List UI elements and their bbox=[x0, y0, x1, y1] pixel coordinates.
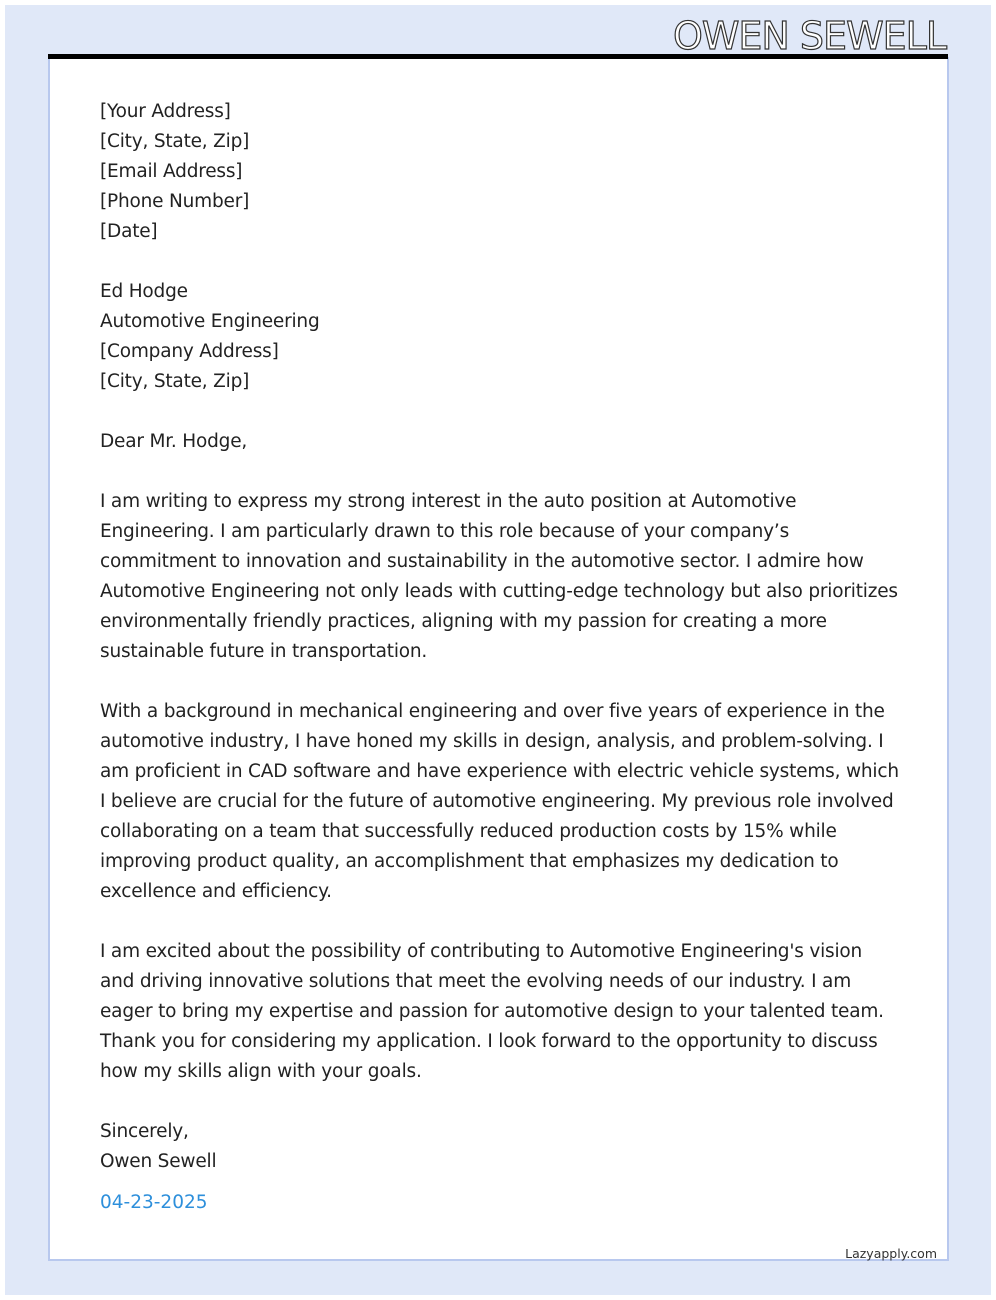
letter-body bbox=[100, 97, 900, 1177]
sender-address: [Your Address] bbox=[100, 101, 231, 122]
sender-email: [Email Address] bbox=[100, 161, 243, 182]
body-paragraph-3: I am excited about the possibility of contributing to Automotive Engineering's vision and driving innovative solutions that meet the evolving needs of our industry. I am eager to bring my expertise and passion for automotive design to your talented team. Thank you for considering my application. I look forward to the opportunity to discuss how my skills align with your goals. bbox=[100, 941, 884, 1082]
sender-city-state-zip: [City, State, Zip] bbox=[100, 131, 250, 152]
recipient-name: Ed Hodge bbox=[100, 281, 188, 302]
body-paragraph-1: I am writing to express my strong interest in the auto position at Automotive Engineering. I am particularly drawn to this role because of your company’s commitment to innovation and sustainability in the automotive sector. I admire how Automotive Engineering not only leads with cutting-edge technology but also prioritizes environmentally friendly practices, aligning with my passion for creating a more sustainable future in transportation. bbox=[100, 491, 898, 662]
sender-date: [Date] bbox=[100, 221, 158, 242]
sender-phone: [Phone Number] bbox=[100, 191, 250, 212]
body-paragraph-2: With a background in mechanical engineering and over five years of experience in the automotive industry, I have honed my skills in design, analysis, and problem-solving. I am proficient in CAD software and have experience with electric vehicle systems, which I believe are crucial for the future of automotive engineering. My previous role involved collaborating on a team that successfully reduced production costs by 15% while improving product quality, an accomplishment that emphasizes my dedication to excellence and efficiency. bbox=[100, 701, 899, 902]
recipient-city-state-zip: [City, State, Zip] bbox=[100, 371, 250, 392]
signature-name: Owen Sewell bbox=[100, 1151, 217, 1172]
footer-brand: Lazyapply.com bbox=[845, 1246, 937, 1261]
salutation: Dear Mr. Hodge, bbox=[100, 431, 248, 452]
recipient-company-address: [Company Address] bbox=[100, 341, 279, 362]
letter-date-stamp: 04-23-2025 bbox=[100, 1192, 208, 1213]
valediction: Sincerely, bbox=[100, 1121, 189, 1142]
applicant-name-heading: OWEN SEWELL bbox=[672, 14, 946, 58]
recipient-company: Automotive Engineering bbox=[100, 311, 320, 332]
